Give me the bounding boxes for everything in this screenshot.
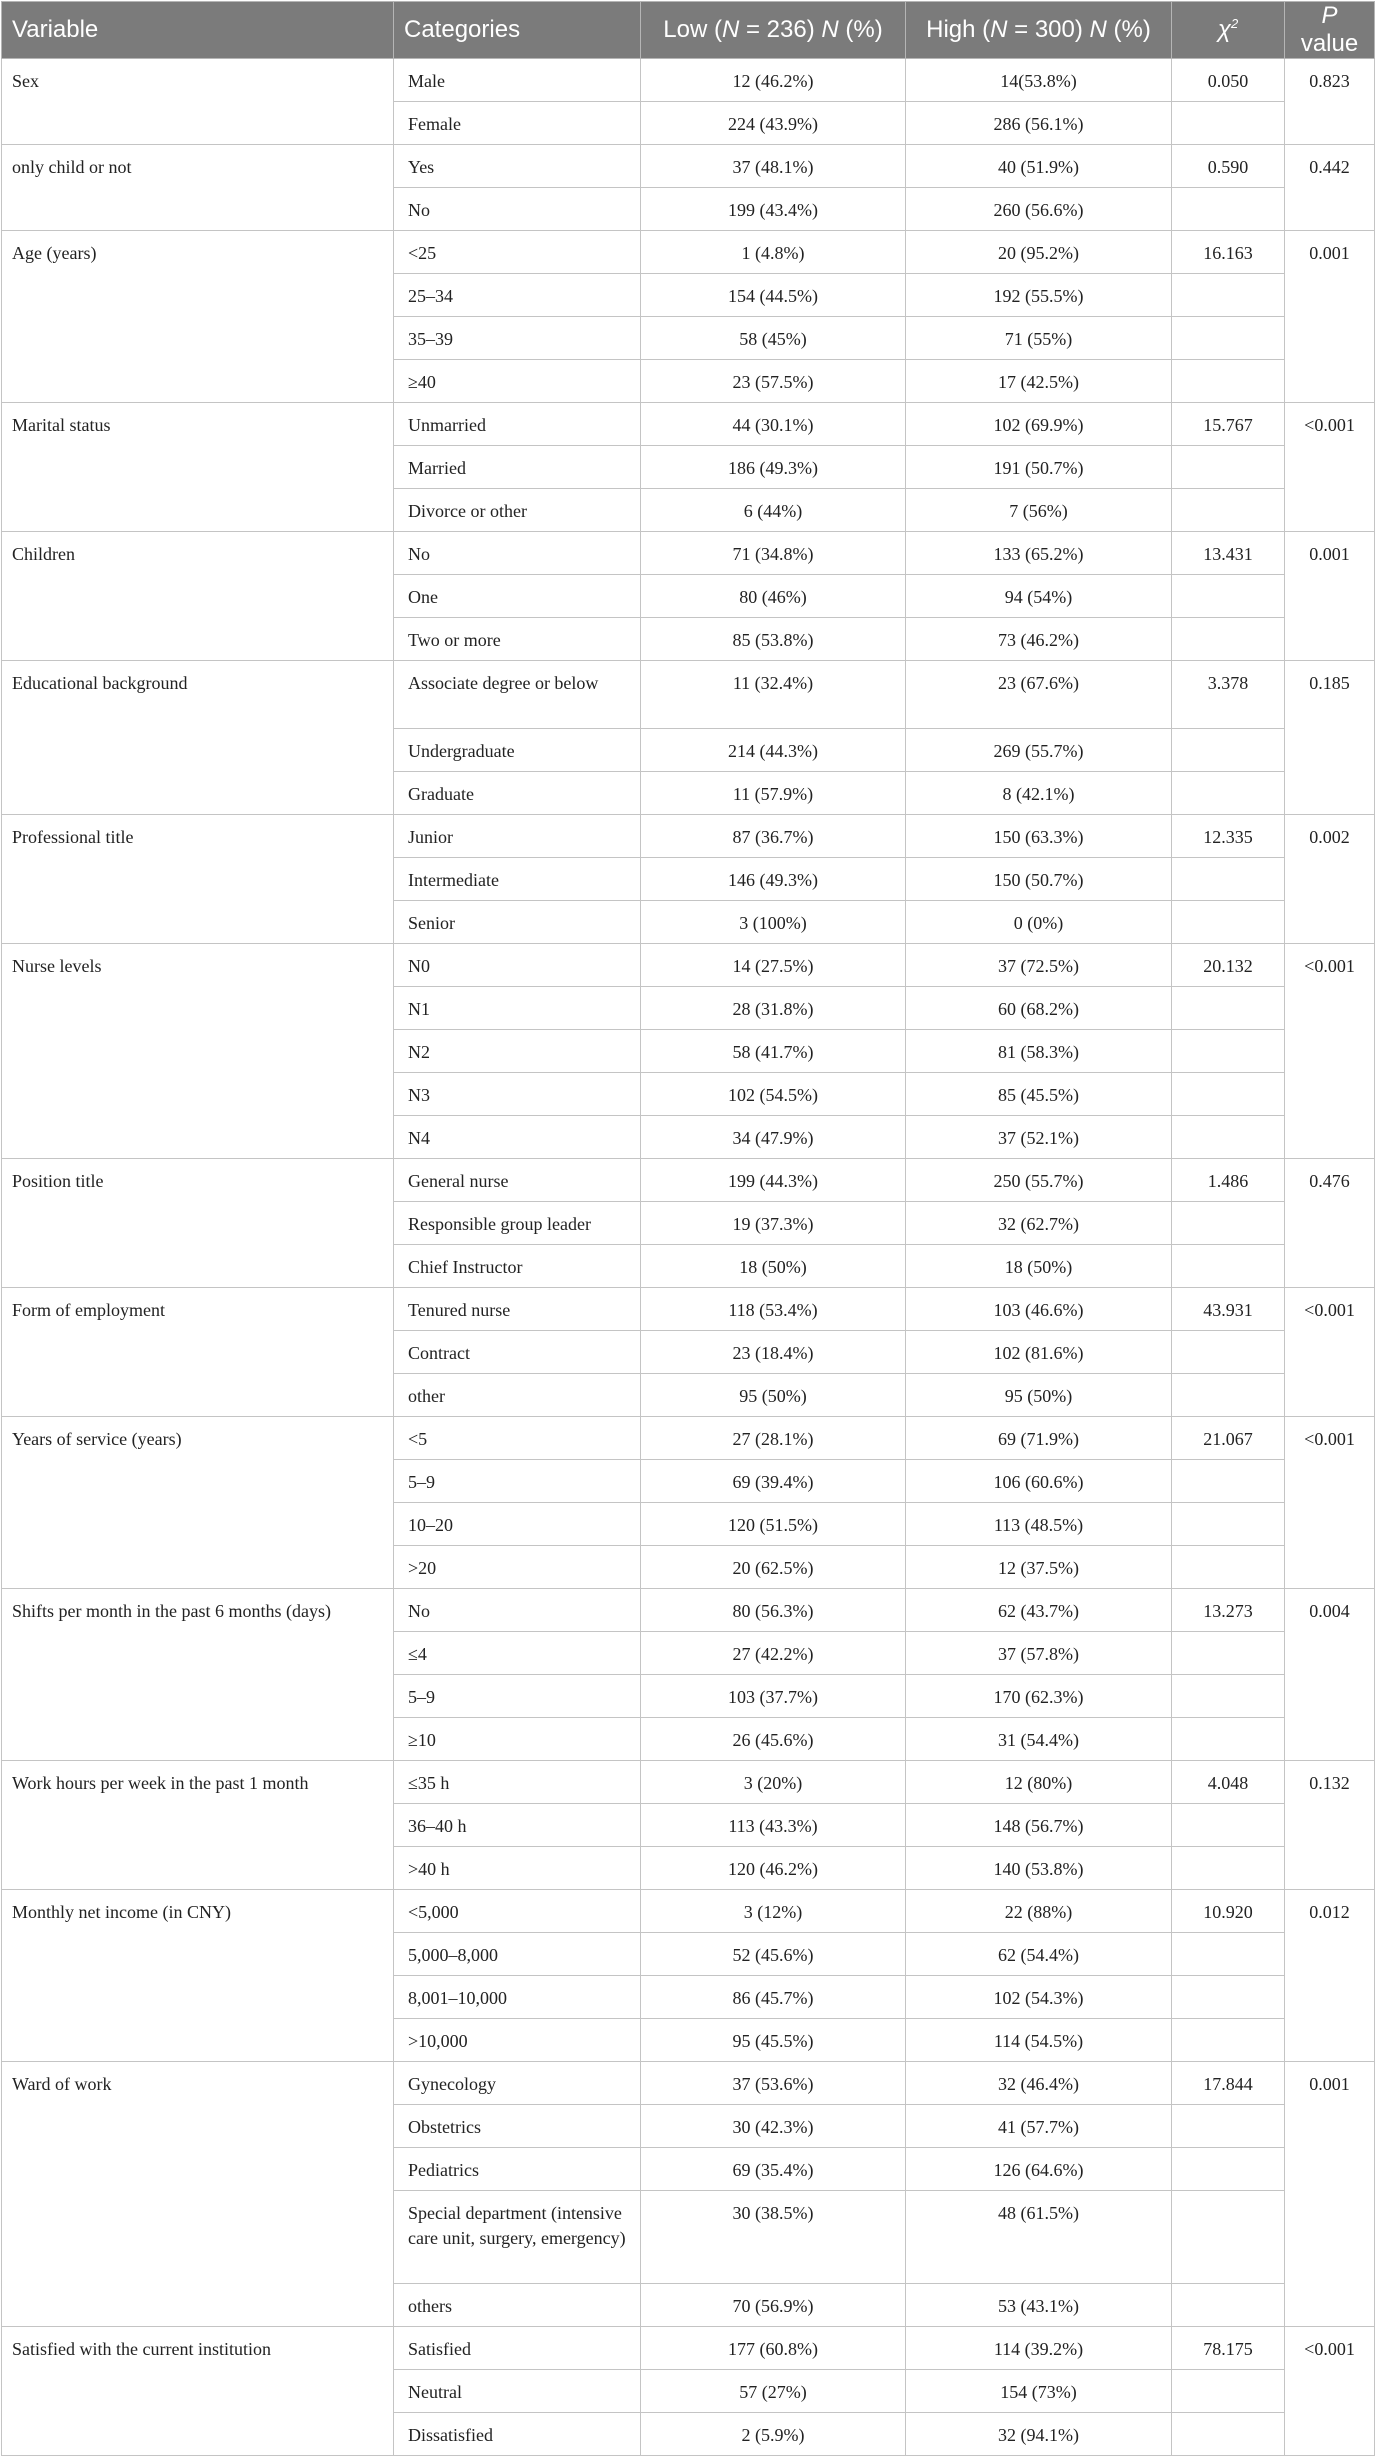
low-cell: 11 (32.4%) <box>641 661 906 729</box>
variable-cell: Satisfied with the current institution <box>2 2327 394 2456</box>
low-cell: 19 (37.3%) <box>641 1202 906 1245</box>
header-high: High (N = 300) N (%) <box>906 2 1172 59</box>
chi-square-cell: 43.931 <box>1172 1288 1285 1331</box>
high-cell: 81 (58.3%) <box>906 1030 1172 1073</box>
low-cell: 95 (50%) <box>641 1374 906 1417</box>
chi-square-empty-cell <box>1172 1503 1285 1546</box>
chi-square-cell: 1.486 <box>1172 1159 1285 1202</box>
low-cell: 1 (4.8%) <box>641 231 906 274</box>
high-cell: 8 (42.1%) <box>906 772 1172 815</box>
category-cell: 5–9 <box>394 1675 641 1718</box>
variable-cell: Monthly net income (in CNY) <box>2 1890 394 2062</box>
p-value-cell: 0.476 <box>1285 1159 1375 1288</box>
category-cell: others <box>394 2284 641 2327</box>
category-cell: Yes <box>394 145 641 188</box>
chi-square-empty-cell <box>1172 618 1285 661</box>
chi-square-empty-cell <box>1172 317 1285 360</box>
p-value-cell: 0.823 <box>1285 59 1375 145</box>
table-row <box>2 2062 1375 2105</box>
chi-square-empty-cell <box>1172 2284 1285 2327</box>
low-cell: 95 (45.5%) <box>641 2019 906 2062</box>
table-header <box>2 2 1375 59</box>
low-cell: 27 (42.2%) <box>641 1632 906 1675</box>
chi-square-empty-cell <box>1172 1374 1285 1417</box>
variable-cell: Age (years) <box>2 231 394 403</box>
chi-square-empty-cell <box>1172 2105 1285 2148</box>
low-cell: 58 (45%) <box>641 317 906 360</box>
table-row <box>2 944 1375 987</box>
low-cell: 80 (56.3%) <box>641 1589 906 1632</box>
p-value-cell: 0.001 <box>1285 532 1375 661</box>
high-cell: 40 (51.9%) <box>906 145 1172 188</box>
chi-square-empty-cell <box>1172 2148 1285 2191</box>
low-cell: 69 (39.4%) <box>641 1460 906 1503</box>
category-cell: N3 <box>394 1073 641 1116</box>
low-cell: 11 (57.9%) <box>641 772 906 815</box>
high-cell: 154 (73%) <box>906 2370 1172 2413</box>
low-cell: 52 (45.6%) <box>641 1933 906 1976</box>
p-value-cell: 0.002 <box>1285 815 1375 944</box>
category-cell: Graduate <box>394 772 641 815</box>
chi-square-empty-cell <box>1172 1718 1285 1761</box>
header-chi-square: $\chi^2$ <box>1172 2 1285 59</box>
category-cell: ≤4 <box>394 1632 641 1675</box>
high-cell: 37 (72.5%) <box>906 944 1172 987</box>
category-cell: Responsible group leader <box>394 1202 641 1245</box>
high-cell: 37 (57.8%) <box>906 1632 1172 1675</box>
category-cell: One <box>394 575 641 618</box>
category-cell: <25 <box>394 231 641 274</box>
low-cell: 3 (100%) <box>641 901 906 944</box>
chi-square-empty-cell <box>1172 901 1285 944</box>
low-cell: 58 (41.7%) <box>641 1030 906 1073</box>
low-cell: 23 (57.5%) <box>641 360 906 403</box>
high-cell: 140 (53.8%) <box>906 1847 1172 1890</box>
chi-square-cell: 0.050 <box>1172 59 1285 102</box>
high-cell: 12 (37.5%) <box>906 1546 1172 1589</box>
category-cell: Pediatrics <box>394 2148 641 2191</box>
category-cell: Senior <box>394 901 641 944</box>
chi-square-cell: 78.175 <box>1172 2327 1285 2370</box>
high-cell: 148 (56.7%) <box>906 1804 1172 1847</box>
chi-square-empty-cell <box>1172 2413 1285 2456</box>
high-cell: 114 (39.2%) <box>906 2327 1172 2370</box>
category-cell: N1 <box>394 987 641 1030</box>
chi-square-cell: 20.132 <box>1172 944 1285 987</box>
category-cell: ≥40 <box>394 360 641 403</box>
header-categories: Categories <box>394 2 641 59</box>
low-cell: 214 (44.3%) <box>641 729 906 772</box>
low-cell: 23 (18.4%) <box>641 1331 906 1374</box>
table-body <box>2 59 1375 2456</box>
category-cell: No <box>394 188 641 231</box>
category-cell: No <box>394 1589 641 1632</box>
low-cell: 30 (42.3%) <box>641 2105 906 2148</box>
high-cell: 48 (61.5%) <box>906 2191 1172 2284</box>
variable-cell: Work hours per week in the past 1 month <box>2 1761 394 1890</box>
high-cell: 260 (56.6%) <box>906 188 1172 231</box>
high-cell: 12 (80%) <box>906 1761 1172 1804</box>
high-cell: 250 (55.7%) <box>906 1159 1172 1202</box>
p-value-cell: <0.001 <box>1285 1288 1375 1417</box>
low-cell: 30 (38.5%) <box>641 2191 906 2284</box>
category-cell: Satisfied <box>394 2327 641 2370</box>
high-cell: 133 (65.2%) <box>906 532 1172 575</box>
chi-square-empty-cell <box>1172 2370 1285 2413</box>
high-cell: 106 (60.6%) <box>906 1460 1172 1503</box>
category-cell: ≤35 h <box>394 1761 641 1804</box>
table-row <box>2 2327 1375 2370</box>
low-cell: 146 (49.3%) <box>641 858 906 901</box>
variable-cell: Educational background <box>2 661 394 815</box>
high-cell: 22 (88%) <box>906 1890 1172 1933</box>
table-row <box>2 1890 1375 1933</box>
chi-square-cell: 16.163 <box>1172 231 1285 274</box>
variable-cell: Sex <box>2 59 394 145</box>
chi-square-empty-cell <box>1172 729 1285 772</box>
header-low: Low (N = 236) N (%) <box>641 2 906 59</box>
table-row <box>2 1159 1375 1202</box>
chi-square-cell: 0.590 <box>1172 145 1285 188</box>
chi-square-empty-cell <box>1172 1245 1285 1288</box>
variable-cell: Shifts per month in the past 6 months (days) <box>2 1589 394 1761</box>
p-value-cell: 0.442 <box>1285 145 1375 231</box>
variable-cell: Professional title <box>2 815 394 944</box>
low-cell: 103 (37.7%) <box>641 1675 906 1718</box>
low-cell: 120 (51.5%) <box>641 1503 906 1546</box>
low-cell: 177 (60.8%) <box>641 2327 906 2370</box>
high-cell: 37 (52.1%) <box>906 1116 1172 1159</box>
category-cell: 25–34 <box>394 274 641 317</box>
variable-cell: Marital status <box>2 403 394 532</box>
chi-square-empty-cell <box>1172 1546 1285 1589</box>
variable-cell: Ward of work <box>2 2062 394 2327</box>
low-cell: 12 (46.2%) <box>641 59 906 102</box>
high-cell: 103 (46.6%) <box>906 1288 1172 1331</box>
low-cell: 86 (45.7%) <box>641 1976 906 2019</box>
table-row <box>2 815 1375 858</box>
variable-cell: Position title <box>2 1159 394 1288</box>
low-cell: 85 (53.8%) <box>641 618 906 661</box>
low-cell: 102 (54.5%) <box>641 1073 906 1116</box>
category-cell: Intermediate <box>394 858 641 901</box>
table-row <box>2 231 1375 274</box>
p-value-cell: <0.001 <box>1285 944 1375 1159</box>
high-cell: 102 (54.3%) <box>906 1976 1172 2019</box>
category-cell: Dissatisfied <box>394 2413 641 2456</box>
category-cell: Associate degree or below <box>394 661 641 729</box>
category-cell: Two or more <box>394 618 641 661</box>
low-cell: 80 (46%) <box>641 575 906 618</box>
variable-cell: only child or not <box>2 145 394 231</box>
low-cell: 2 (5.9%) <box>641 2413 906 2456</box>
low-cell: 20 (62.5%) <box>641 1546 906 1589</box>
high-cell: 32 (62.7%) <box>906 1202 1172 1245</box>
category-cell: Neutral <box>394 2370 641 2413</box>
table-row <box>2 532 1375 575</box>
high-cell: 14(53.8%) <box>906 59 1172 102</box>
table-row <box>2 1288 1375 1331</box>
low-cell: 199 (43.4%) <box>641 188 906 231</box>
low-cell: 44 (30.1%) <box>641 403 906 446</box>
chi-square-empty-cell <box>1172 1460 1285 1503</box>
low-cell: 14 (27.5%) <box>641 944 906 987</box>
high-cell: 150 (50.7%) <box>906 858 1172 901</box>
high-cell: 41 (57.7%) <box>906 2105 1172 2148</box>
chi-square-empty-cell <box>1172 1675 1285 1718</box>
variable-cell: Children <box>2 532 394 661</box>
chi-square-cell: 13.431 <box>1172 532 1285 575</box>
results-table <box>1 1 1375 2456</box>
chi-square-cell: 13.273 <box>1172 1589 1285 1632</box>
chi-square-empty-cell <box>1172 987 1285 1030</box>
header-p-value: P value <box>1285 2 1375 59</box>
chi-square-empty-cell <box>1172 360 1285 403</box>
chi-square-cell: 4.048 <box>1172 1761 1285 1804</box>
high-cell: 73 (46.2%) <box>906 618 1172 661</box>
low-cell: 26 (45.6%) <box>641 1718 906 1761</box>
low-cell: 87 (36.7%) <box>641 815 906 858</box>
high-cell: 286 (56.1%) <box>906 102 1172 145</box>
category-cell: 10–20 <box>394 1503 641 1546</box>
p-value-cell: 0.001 <box>1285 231 1375 403</box>
high-cell: 53 (43.1%) <box>906 2284 1172 2327</box>
chi-square-empty-cell <box>1172 102 1285 145</box>
chi-square-cell: 21.067 <box>1172 1417 1285 1460</box>
high-cell: 69 (71.9%) <box>906 1417 1172 1460</box>
category-cell: No <box>394 532 641 575</box>
low-cell: 120 (46.2%) <box>641 1847 906 1890</box>
chi-square-cell: 3.378 <box>1172 661 1285 729</box>
variable-cell: Nurse levels <box>2 944 394 1159</box>
low-cell: 69 (35.4%) <box>641 2148 906 2191</box>
category-cell: ≥10 <box>394 1718 641 1761</box>
high-cell: 60 (68.2%) <box>906 987 1172 1030</box>
chi-square-empty-cell <box>1172 1030 1285 1073</box>
chi-square-empty-cell <box>1172 1073 1285 1116</box>
category-cell: >20 <box>394 1546 641 1589</box>
category-cell: Female <box>394 102 641 145</box>
high-cell: 17 (42.5%) <box>906 360 1172 403</box>
category-cell: <5,000 <box>394 1890 641 1933</box>
chi-square-cell: 10.920 <box>1172 1890 1285 1933</box>
category-cell: <5 <box>394 1417 641 1460</box>
low-cell: 70 (56.9%) <box>641 2284 906 2327</box>
low-cell: 154 (44.5%) <box>641 274 906 317</box>
header-variable: Variable <box>2 2 394 59</box>
high-cell: 23 (67.6%) <box>906 661 1172 729</box>
chi-square-empty-cell <box>1172 1632 1285 1675</box>
category-cell: Obstetrics <box>394 2105 641 2148</box>
category-cell: 35–39 <box>394 317 641 360</box>
high-cell: 191 (50.7%) <box>906 446 1172 489</box>
high-cell: 85 (45.5%) <box>906 1073 1172 1116</box>
high-cell: 102 (81.6%) <box>906 1331 1172 1374</box>
low-cell: 224 (43.9%) <box>641 102 906 145</box>
chi-square-empty-cell <box>1172 858 1285 901</box>
p-value-cell: 0.012 <box>1285 1890 1375 2062</box>
low-cell: 37 (53.6%) <box>641 2062 906 2105</box>
low-cell: 6 (44%) <box>641 489 906 532</box>
category-cell: Male <box>394 59 641 102</box>
category-cell: Unmarried <box>394 403 641 446</box>
category-cell: >10,000 <box>394 2019 641 2062</box>
p-value-cell: 0.132 <box>1285 1761 1375 1890</box>
high-cell: 113 (48.5%) <box>906 1503 1172 1546</box>
low-cell: 28 (31.8%) <box>641 987 906 1030</box>
chi-square-empty-cell <box>1172 772 1285 815</box>
chi-square-empty-cell <box>1172 1804 1285 1847</box>
category-cell: General nurse <box>394 1159 641 1202</box>
high-cell: 62 (43.7%) <box>906 1589 1172 1632</box>
high-cell: 71 (55%) <box>906 317 1172 360</box>
category-cell: Special department (intensive care unit, surgery, emergency) <box>394 2191 641 2284</box>
category-cell: >40 h <box>394 1847 641 1890</box>
low-cell: 71 (34.8%) <box>641 532 906 575</box>
chi-square-empty-cell <box>1172 274 1285 317</box>
chi-square-empty-cell <box>1172 1847 1285 1890</box>
high-cell: 170 (62.3%) <box>906 1675 1172 1718</box>
category-cell: Undergraduate <box>394 729 641 772</box>
variable-cell: Years of service (years) <box>2 1417 394 1589</box>
category-cell: Junior <box>394 815 641 858</box>
table-row <box>2 145 1375 188</box>
category-cell: 5,000–8,000 <box>394 1933 641 1976</box>
high-cell: 150 (63.3%) <box>906 815 1172 858</box>
chi-square-empty-cell <box>1172 1933 1285 1976</box>
category-cell: Divorce or other <box>394 489 641 532</box>
chi-square-empty-cell <box>1172 1202 1285 1245</box>
chi-square-cell: 15.767 <box>1172 403 1285 446</box>
low-cell: 3 (12%) <box>641 1890 906 1933</box>
high-cell: 18 (50%) <box>906 1245 1172 1288</box>
category-cell: N2 <box>394 1030 641 1073</box>
low-cell: 27 (28.1%) <box>641 1417 906 1460</box>
category-cell: Contract <box>394 1331 641 1374</box>
p-value-cell: <0.001 <box>1285 2327 1375 2456</box>
chi-square-empty-cell <box>1172 489 1285 532</box>
category-cell: Married <box>394 446 641 489</box>
low-cell: 37 (48.1%) <box>641 145 906 188</box>
category-cell: 5–9 <box>394 1460 641 1503</box>
high-cell: 102 (69.9%) <box>906 403 1172 446</box>
category-cell: 36–40 h <box>394 1804 641 1847</box>
p-value-cell: 0.185 <box>1285 661 1375 815</box>
chi-square-empty-cell <box>1172 575 1285 618</box>
chi-square-empty-cell <box>1172 2019 1285 2062</box>
category-cell: Chief Instructor <box>394 1245 641 1288</box>
table-row <box>2 1417 1375 1460</box>
chi-square-empty-cell <box>1172 1976 1285 2019</box>
category-cell: Gynecology <box>394 2062 641 2105</box>
low-cell: 186 (49.3%) <box>641 446 906 489</box>
chi-square-empty-cell <box>1172 446 1285 489</box>
high-cell: 62 (54.4%) <box>906 1933 1172 1976</box>
high-cell: 32 (46.4%) <box>906 2062 1172 2105</box>
variable-cell: Form of employment <box>2 1288 394 1417</box>
high-cell: 94 (54%) <box>906 575 1172 618</box>
chi-square-empty-cell <box>1172 1116 1285 1159</box>
category-cell: Tenured nurse <box>394 1288 641 1331</box>
high-cell: 20 (95.2%) <box>906 231 1172 274</box>
high-cell: 0 (0%) <box>906 901 1172 944</box>
chi-square-cell: 17.844 <box>1172 2062 1285 2105</box>
low-cell: 34 (47.9%) <box>641 1116 906 1159</box>
low-cell: 18 (50%) <box>641 1245 906 1288</box>
low-cell: 3 (20%) <box>641 1761 906 1804</box>
chi-square-empty-cell <box>1172 188 1285 231</box>
p-value-cell: <0.001 <box>1285 1417 1375 1589</box>
table-row <box>2 59 1375 102</box>
low-cell: 118 (53.4%) <box>641 1288 906 1331</box>
high-cell: 192 (55.5%) <box>906 274 1172 317</box>
p-value-cell: <0.001 <box>1285 403 1375 532</box>
category-cell: N0 <box>394 944 641 987</box>
high-cell: 126 (64.6%) <box>906 2148 1172 2191</box>
chi-square-empty-cell <box>1172 2191 1285 2284</box>
chi-square-empty-cell <box>1172 1331 1285 1374</box>
chi-square-cell: 12.335 <box>1172 815 1285 858</box>
high-cell: 269 (55.7%) <box>906 729 1172 772</box>
high-cell: 32 (94.1%) <box>906 2413 1172 2456</box>
low-cell: 113 (43.3%) <box>641 1804 906 1847</box>
high-cell: 95 (50%) <box>906 1374 1172 1417</box>
high-cell: 114 (54.5%) <box>906 2019 1172 2062</box>
low-cell: 57 (27%) <box>641 2370 906 2413</box>
low-cell: 199 (44.3%) <box>641 1159 906 1202</box>
p-value-cell: 0.001 <box>1285 2062 1375 2327</box>
table-row <box>2 661 1375 729</box>
table-row <box>2 1589 1375 1632</box>
high-cell: 7 (56%) <box>906 489 1172 532</box>
category-cell: other <box>394 1374 641 1417</box>
high-cell: 31 (54.4%) <box>906 1718 1172 1761</box>
category-cell: 8,001–10,000 <box>394 1976 641 2019</box>
category-cell: N4 <box>394 1116 641 1159</box>
p-value-cell: 0.004 <box>1285 1589 1375 1761</box>
table-row <box>2 1761 1375 1804</box>
table-row <box>2 403 1375 446</box>
